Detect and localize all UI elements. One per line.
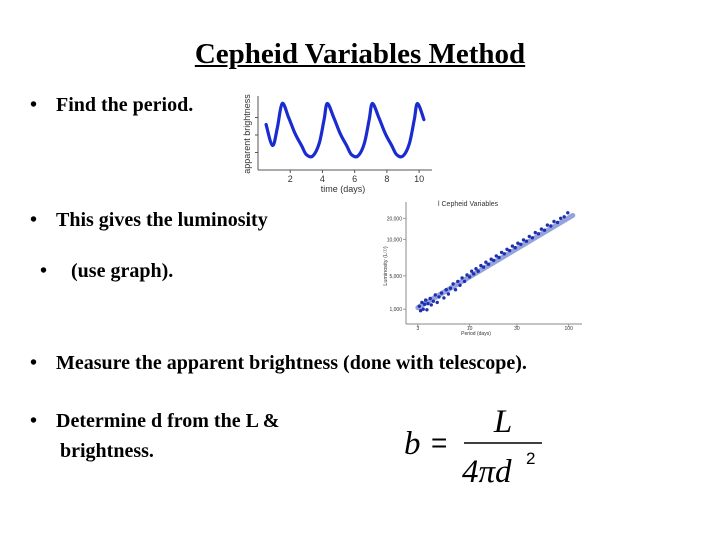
x-ticks [416,324,573,332]
bullet-dot: • [30,94,38,116]
bullet-text: This gives the luminosity [56,209,268,231]
x-tick-label: 30 [514,326,520,332]
scatter-point [468,275,471,278]
light-curve-line [266,103,424,157]
scatter-point [534,231,537,234]
chart-title: l Cepheid Variables [438,201,499,208]
equation-numerator: L [493,404,513,440]
x-tick-label: 3 [416,326,420,332]
x-tick-label: 2 [287,174,293,184]
scatter-point [458,284,461,287]
y-ticks [387,216,406,313]
bullet-dot: • [30,410,38,432]
x-tick-label: 100 [564,326,573,332]
scatter-point [566,211,569,214]
x-axis-label: time (days) [320,184,366,194]
y-tick-label: 1,000 [389,307,402,314]
y-tick-label: 5,000 [389,273,402,280]
scatter-point [540,227,543,230]
scatter-point [442,296,445,299]
x-ticks [288,170,424,184]
scatter-point [492,259,495,262]
scatter-point [531,236,534,239]
y-axis-label: apparent brightness [242,94,252,174]
bullet-dot: • [40,260,48,282]
scatter-point [563,215,566,218]
bullet-text: (use graph). [66,260,174,282]
scatter-point [454,288,457,291]
scatter-point [487,263,490,266]
scatter-point [559,217,562,220]
x-tick-label: 4 [319,174,325,184]
bullet-text: Measure the apparent brightness (done with telescope). [56,352,527,374]
scatter-point [525,240,528,243]
scatter-point [519,243,522,246]
scatter-point [437,295,440,298]
scatter-point [456,280,459,283]
equation-exponent: 2 [526,449,536,468]
bullet-continuation: brightness. [60,440,154,462]
scatter-point [440,291,443,294]
scatter-point [543,229,546,232]
bullet-use-graph [30,237,173,283]
scatter-point [449,287,452,290]
scatter-point [522,238,525,241]
data-points [418,211,570,312]
x-tick-label: 6 [352,174,358,184]
scatter-point [447,292,450,295]
scatter-point [432,300,435,303]
bullet-find-period [30,94,193,117]
scatter-point [422,308,425,311]
scatter-point [429,297,432,300]
period-luminosity-chart [376,196,588,336]
scatter-point [460,276,463,279]
scatter-point [423,303,426,306]
scatter-point [477,270,480,273]
x-tick-label: 8 [384,174,390,184]
scatter-point [516,242,519,245]
scatter-point [482,265,485,268]
bullet-measure-brightness [30,352,527,375]
scatter-point [552,220,555,223]
scatter-point [537,232,540,235]
scatter-point [425,308,428,311]
scatter-point [436,301,439,304]
scatter-point [514,246,517,249]
bullet-luminosity [30,209,268,232]
equation-denominator: 4πd [462,454,512,490]
bullet-determine-distance [30,410,279,433]
scatter-point [508,249,511,252]
scatter-point [445,288,448,291]
bullet-dot: • [30,209,38,231]
scatter-point [556,221,559,224]
bullet-dot: • [30,352,38,374]
equation-equals: = [431,427,448,458]
scatter-point [426,302,429,305]
bullet-text: Find the period. [56,94,194,116]
x-axis-label: Period (days) [461,331,491,336]
scatter-point [451,282,454,285]
y-tick-label: 10,000 [386,237,402,244]
scatter-point [424,298,427,301]
equation-lhs: b [404,426,421,462]
scatter-point [497,256,500,259]
scatter-point [463,280,466,283]
scatter-point [528,235,531,238]
brightness-equation [398,398,558,494]
x-tick-label: 10 [414,174,425,184]
bullet-text: Determine d from the L & [56,410,280,432]
y-axis-label: Luminosity (L☉) [383,246,389,286]
scatter-point [472,272,475,275]
x-tick-label: 10 [466,326,473,332]
light-curve-chart [236,92,436,196]
scatter-point [434,293,437,296]
scatter-point [546,223,549,226]
y-tick-label: 20,000 [386,216,402,223]
scatter-point [549,224,552,227]
scatter-point [418,305,421,308]
scatter-point [470,270,473,273]
scatter-point [503,252,506,255]
slide-title: Cepheid Variables Method [194,38,526,70]
scatter-point [430,303,433,306]
